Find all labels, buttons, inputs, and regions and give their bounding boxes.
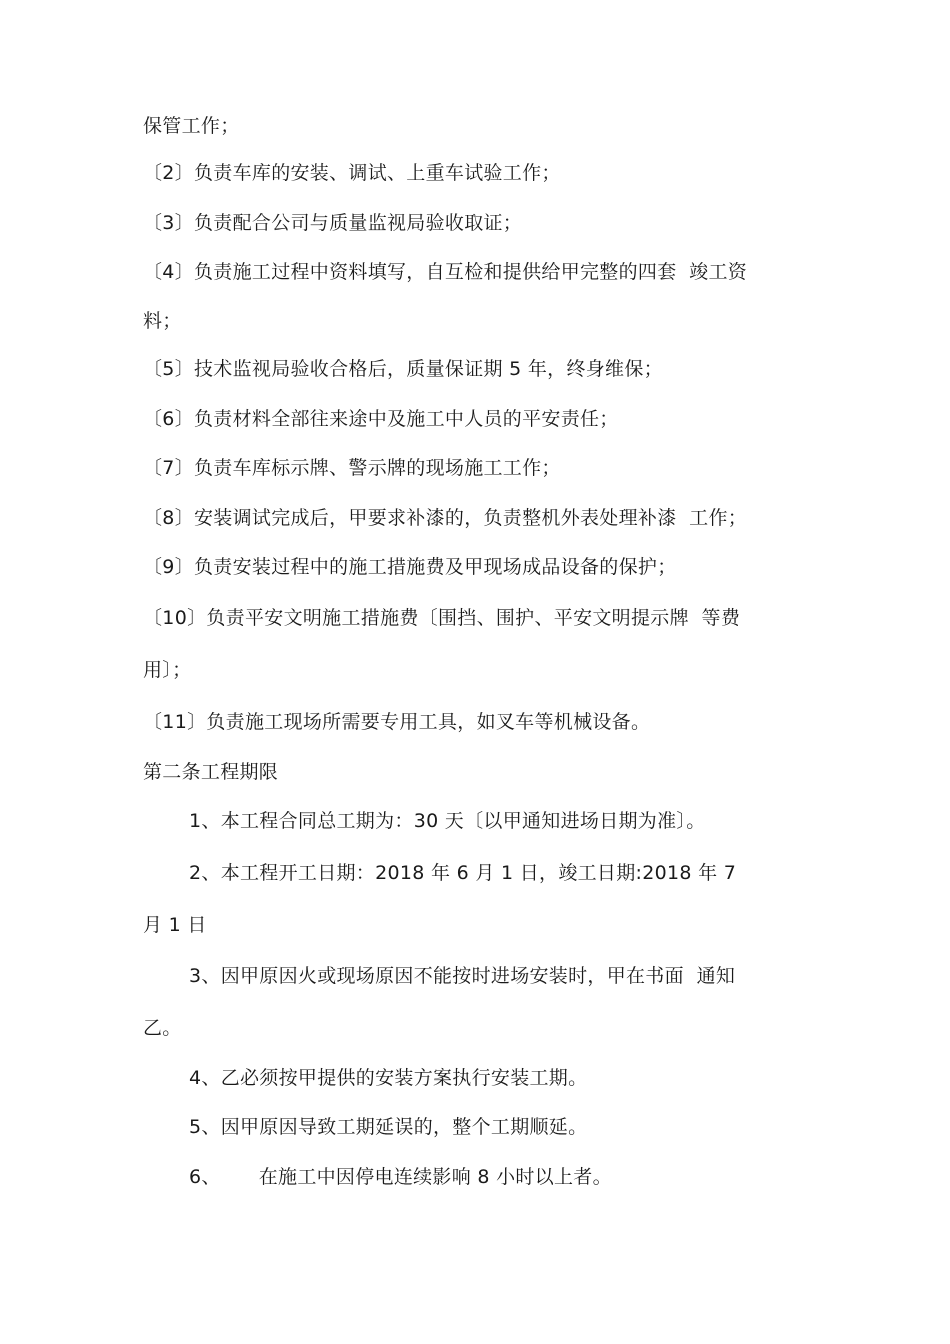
text-line: 2、本工程开工日期：2018 年 6 月 1 日，竣工日期:2018 年 7 — [189, 862, 737, 884]
text-line: 4、乙必须按甲提供的安装方案执行安装工期。 — [189, 1067, 588, 1089]
text-line: 5、因甲原因导致工期延误的，整个工期顺延。 — [189, 1116, 588, 1138]
text-line: 乙。 — [143, 1017, 182, 1039]
text-line: 月 1 日 — [143, 914, 207, 936]
text-line: 3、因甲原因火或现场原因不能按时进场安装时，甲在书面 通知 — [189, 965, 736, 987]
text-line: 〔6〕负责材料全部往来途中及施工中人员的平安责任； — [143, 408, 619, 430]
section-heading: 第二条工程期限 — [143, 761, 279, 783]
text-line: 〔9〕负责安装过程中的施工措施费及甲现场成品设备的保护； — [143, 556, 677, 578]
text-line: 用〕； — [143, 659, 192, 681]
text-line: 〔8〕安装调试完成后，甲要求补漆的，负责整机外表处理补漆 工作； — [143, 507, 748, 529]
text-line: 1、本工程合同总工期为：30 天〔以甲通知进场日期为准〕。 — [189, 810, 706, 832]
text-line: 〔3〕负责配合公司与质量监视局验收取证； — [143, 212, 523, 234]
text-line: 〔2〕负责车库的安装、调试、上重车试验工作； — [143, 162, 561, 184]
text-line: 〔5〕技术监视局验收合格后，质量保证期 5 年，终身维保； — [143, 358, 663, 380]
text-line: 〔11〕负责施工现场所需要专用工具，如叉车等机械设备。 — [143, 711, 651, 733]
text-line: 料； — [143, 310, 182, 332]
text-line: 6、 在施工中因停电连续影响 8 小时以上者。 — [189, 1166, 612, 1188]
text-line: 〔7〕负责车库标示牌、警示牌的现场施工工作； — [143, 457, 561, 479]
text-line: 〔10〕负责平安文明施工措施费〔围挡、围护、平安文明提示牌 等费 — [143, 607, 741, 629]
text-line: 〔4〕负责施工过程中资料填写，自互检和提供给甲完整的四套 竣工资 — [143, 261, 748, 283]
text-line: 保管工作； — [143, 115, 240, 137]
